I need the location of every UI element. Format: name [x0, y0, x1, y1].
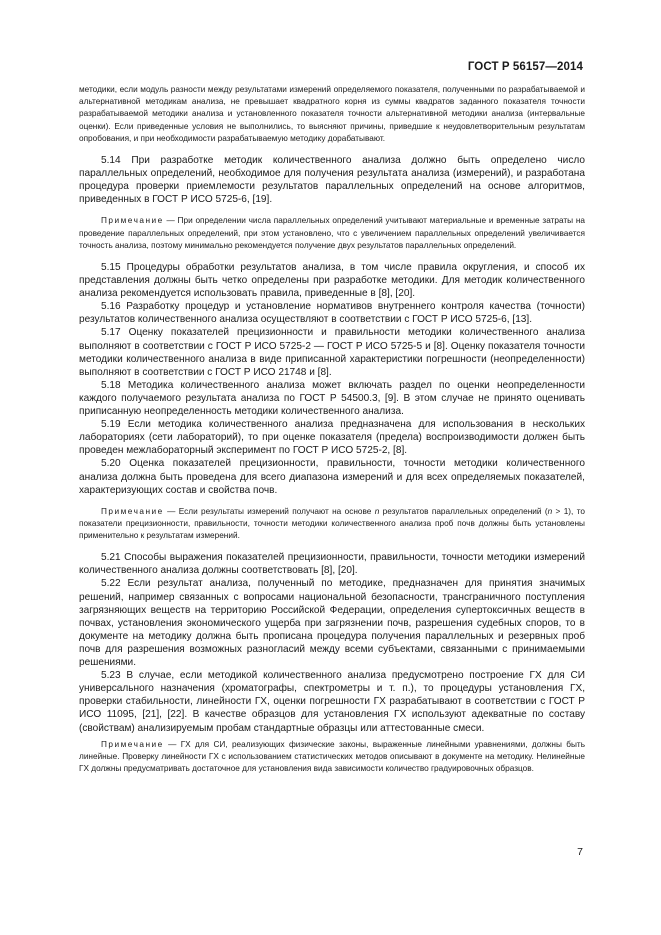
note-label: Примечание — [101, 216, 164, 226]
note-text: — Если результаты измерений получают на основе — [163, 506, 375, 516]
document-body — [79, 84, 585, 775]
note-text: — При определении числа параллельных определений учитывают материальные и временные затраты на проведение параллельных определений, при этом установлено, что с увеличением параллельных определений увеличивается точность анализа, поэтому минимально рекомендуется получение двух результатов параллельных определений. — [79, 216, 585, 250]
page-number: 7 — [577, 846, 583, 858]
variable-n: n — [547, 506, 553, 516]
clause-5-22: 5.22 Если результат анализа, полученный по методике, предназначен для принятия значимых решений, например связанных с вопросами национальной безопасности, трансграничного поступления загрязняющих веществ на территорию Российской Федерации, определения супертоксичных веществ в почвах, установления экономического ущерба при загрязнении почв, разрешения судебных споров, то в документе на методику должна быть прописана процедура получения параллельных и резервных проб почв для разрешения возможных разногласий между всеми субъектами, связанными с принимаемыми решениями. — [79, 578, 585, 669]
clause-5-21: 5.21 Способы выражения показателей прецизионности, правильности, точности методики измерений количественного анализа должны соответствовать [8], [20]. — [79, 552, 585, 577]
note-2 — [79, 506, 585, 543]
paragraph-continuation: методики, если модуль разности между результатами измерений определяемого показателя, полученными по разрабатываемой и альтернативной методикам анализа, не превышает квадратного корня из суммы квадратов заданного показателя точности разрабатываемой методики анализа и установленного показателя точности альтернативной методики анализа (интервальные оценки). Если приведенные условия не выполнились, то выясняют причины, приведшие к неудовлетворительным результатам опробования, и при необходимости разрабатываемую методику дорабатывают. — [79, 85, 585, 143]
note-label: Примечание — [101, 506, 164, 516]
clause-5-18: 5.18 Методика количественного анализа может включать раздел по оценки неопределенности каждого получаемого результата анализа по ГОСТ Р 54500.3, [9]. В этом случае не принято оценивать приписанную неопределенность методики количественного анализа. — [79, 379, 585, 418]
note-text: результатов параллельных определений ( — [379, 506, 548, 516]
clause-5-19: 5.19 Если методика количественного анализа предназначена для использования в нескольких лабораториях (сети лабораторий), то при оценке показателя (предела) воспроизводимости должен быть проведен межлабораторный эксперимент по ГОСТ Р ИСО 5725-2, [8]. — [79, 419, 585, 457]
clause-5-16: 5.16 Разработку процедур и установление нормативов внутреннего контроля качества (точности) результатов количественного анализа осуществляют в соответствии с ГОСТ Р ИСО 5725-6, [13]. — [79, 301, 585, 326]
variable-n: n — [374, 506, 380, 516]
note-label: Примечание — [101, 739, 164, 749]
note-text: — ГХ для СИ, реализующих физические законы, выраженные линейными уравнениями, должны быть линейные. Проверку линейности ГХ с использованием статистических методов описывают в документе на методику. Нелинейные ГХ должны предусматривать достаточное для установления вида зависимости количество градуировочных образцов. — [79, 739, 585, 774]
clause-5-14: 5.14 При разработке методик количественного анализа должно быть определено число параллельных определений, необходимое для получения результата анализа (измерений), и разработана процедура проверки приемлемости результатов параллельных определений на основе алгоритмов, приведенных в ГОСТ Р ИСО 5725-6, [19]. — [79, 155, 585, 206]
clause-5-23: 5.23 В случае, если методикой количественного анализа предусмотрено построение ГХ для СИ универсального назначения (хроматографы, спектрометры и т. п.), то процедуры установления ГХ, проверки стабильности, линейности ГХ, оценки погрешности ГХ разрабатывают в соответствии с ГОСТ Р ИСО 11095, [21], [22]. В качестве образцов для установления ГХ используют адекватные по составу (свойствам) анализируемым пробам стандартные образцы или аттестованные смеси. — [79, 670, 585, 734]
note-1 — [79, 215, 585, 252]
note-text: > 1), то показатели прецизионности, правильности, точности методики количественного анализа проб почв должны быть установлены применительно к результатам измерений. — [79, 506, 585, 541]
standard-designation: ГОСТ Р 56157—2014 — [467, 61, 583, 73]
clause-5-15: 5.15 Процедуры обработки результатов анализа, в том числе правила округления, и способ их представления должны быть четко определены при разработке методики. Для методик количественного анализа рекомендуется использовать правила, приведенные в [8], [20]. — [79, 262, 585, 300]
clause-5-17: 5.17 Оценку показателей прецизионности и правильности методики количественного анализа выполняют в соответствии с ГОСТ Р ИСО 5725-2 — ГОСТ Р ИСО 5725-5 и [8]. Оценку показателя точности методики количественного анализа в виде приписанной характеристики погрешности (неопределенности) выполняют в соответствии с ГОСТ Р ИСО 21748 и [8]. — [79, 327, 585, 378]
note-3 — [79, 739, 585, 776]
clause-5-20: 5.20 Оценка показателей прецизионности, правильности, точности методики количественного анализа должна быть проведена для всего диапазона измерений и для всех определяемых показателей, характеризующих состав и свойства почв. — [79, 458, 585, 496]
